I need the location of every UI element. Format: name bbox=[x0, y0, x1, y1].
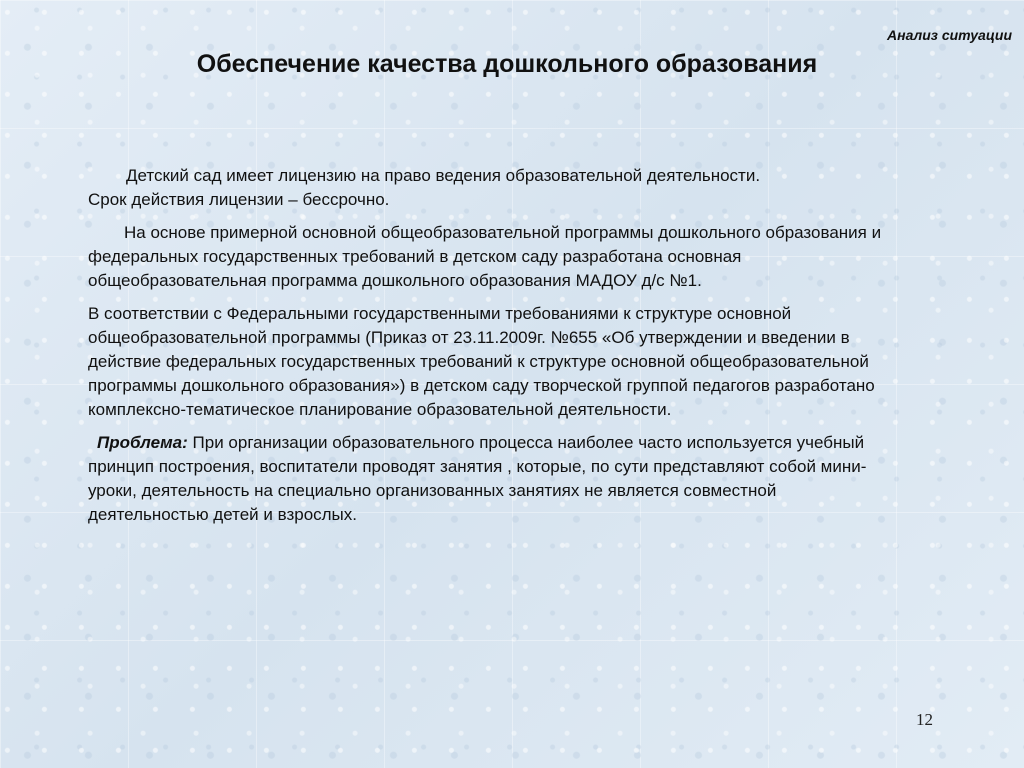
program-paragraph: На основе примерной основной общеобразовательной программы дошкольного образования и федеральных государственных требований в детском саду разработана основная общеобразовательная программа дошкольного образования МАДОУ д/с №1. bbox=[88, 223, 882, 290]
problem-text: При организации образовательного процесса наиболее часто используется учебный принцип построения, воспитатели проводят занятия , которые, по сути представляют собой мини-уроки, деятельность на специально организованных занятиях не является совместной деятельностью детей и взрослых. bbox=[88, 433, 867, 524]
license-statement: Детский сад имеет лицензию на право ведения образовательной деятельности. bbox=[126, 166, 761, 185]
license-term: Срок действия лицензии – бессрочно. bbox=[88, 190, 390, 209]
slide-body bbox=[88, 164, 888, 536]
problem-label: Проблема: bbox=[97, 433, 188, 452]
problem-paragraph bbox=[88, 431, 888, 527]
page-number: 12 bbox=[916, 710, 933, 729]
slide-title: Обеспечение качества дошкольного образования bbox=[196, 50, 818, 78]
section-label: Анализ ситуации bbox=[887, 27, 1012, 43]
license-paragraph bbox=[88, 164, 888, 212]
planning-paragraph: В соответствии с Федеральными государственными требованиями к структуре основной общеобразовательной программы (Приказ от 23.11.2009г. №655 «Об утверждении и введении в действие федеральных государственных требований к структуре основной общеобразовательной программы дошкольного образования») в детском саду творческой группой педагогов разработано комплексно-тематическое планирование образовательной деятельности. bbox=[88, 304, 875, 419]
